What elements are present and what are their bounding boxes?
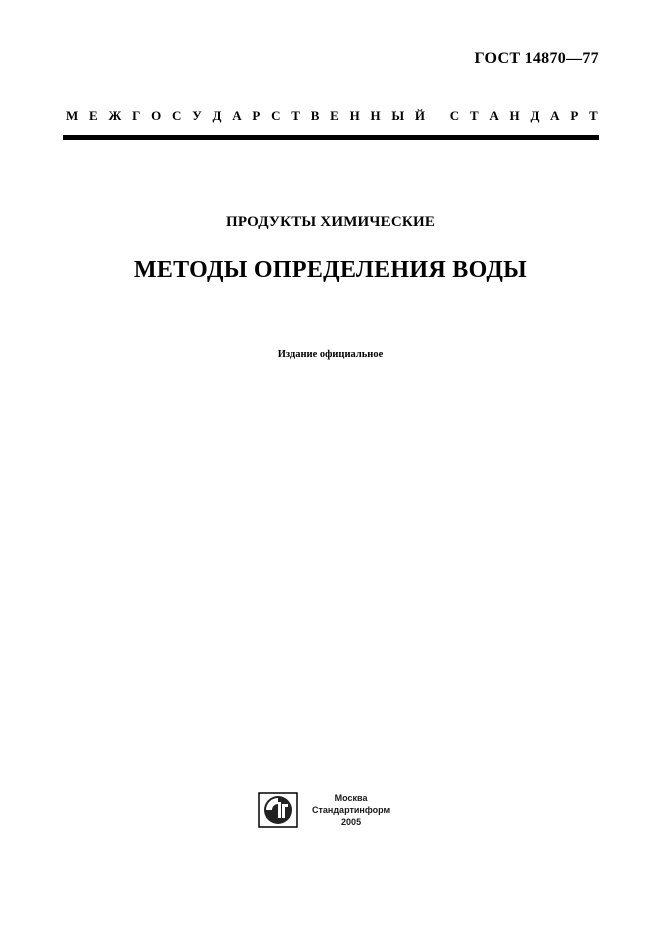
publisher-city: Москва bbox=[334, 793, 368, 803]
publisher-name: Стандартинформ bbox=[312, 805, 391, 815]
standard-type-letter: Д bbox=[530, 108, 540, 123]
standard-type bbox=[66, 108, 598, 124]
standard-type-letter: В bbox=[310, 108, 320, 123]
standard-type-letter: С bbox=[172, 108, 182, 123]
edition-note: Издание официальное bbox=[277, 349, 384, 360]
standard-type-letter: Й bbox=[414, 108, 426, 123]
doc-number: ГОСТ 14870—77 bbox=[474, 50, 599, 67]
standard-type-letter: А bbox=[489, 108, 499, 123]
standard-type-letter: О bbox=[151, 108, 162, 123]
standard-type-letter: У bbox=[192, 108, 202, 123]
standard-type-letter: Т bbox=[469, 108, 479, 123]
standard-type-letter: Н bbox=[370, 108, 381, 123]
header-rule bbox=[63, 135, 599, 140]
publisher-year: 2005 bbox=[341, 817, 362, 827]
category-heading: ПРОДУКТЫ ХИМИЧЕСКИЕ bbox=[225, 214, 436, 230]
standard-type-letter: Д bbox=[212, 108, 222, 123]
publisher-text bbox=[312, 792, 390, 828]
standard-type-letter: М bbox=[66, 108, 79, 123]
standartinform-logo-icon bbox=[258, 792, 298, 828]
standard-type-letter: Е bbox=[89, 108, 98, 123]
standard-type-letter: С bbox=[449, 108, 460, 123]
publisher-block bbox=[258, 792, 390, 828]
standard-type-letter: Г bbox=[132, 108, 141, 123]
standard-type-letter: Е bbox=[330, 108, 339, 123]
standard-type-letter: С bbox=[271, 108, 281, 123]
standard-type-letter: Р bbox=[252, 108, 261, 123]
standard-type-letter: А bbox=[232, 108, 242, 123]
standard-type-letter: А bbox=[550, 108, 560, 123]
standard-type-letter: Н bbox=[349, 108, 360, 123]
standard-type-letter: Н bbox=[509, 108, 520, 123]
page-title: МЕТОДЫ ОПРЕДЕЛЕНИЯ ВОДЫ bbox=[133, 257, 528, 283]
standard-type-letter: Ж bbox=[108, 108, 122, 123]
standard-type-letter bbox=[436, 108, 439, 124]
standard-type-letter: Р bbox=[570, 108, 579, 123]
standard-type-letter: Т bbox=[291, 108, 300, 123]
standard-type-letter: Т bbox=[589, 108, 598, 123]
standard-type-letter: Ы bbox=[391, 108, 405, 123]
